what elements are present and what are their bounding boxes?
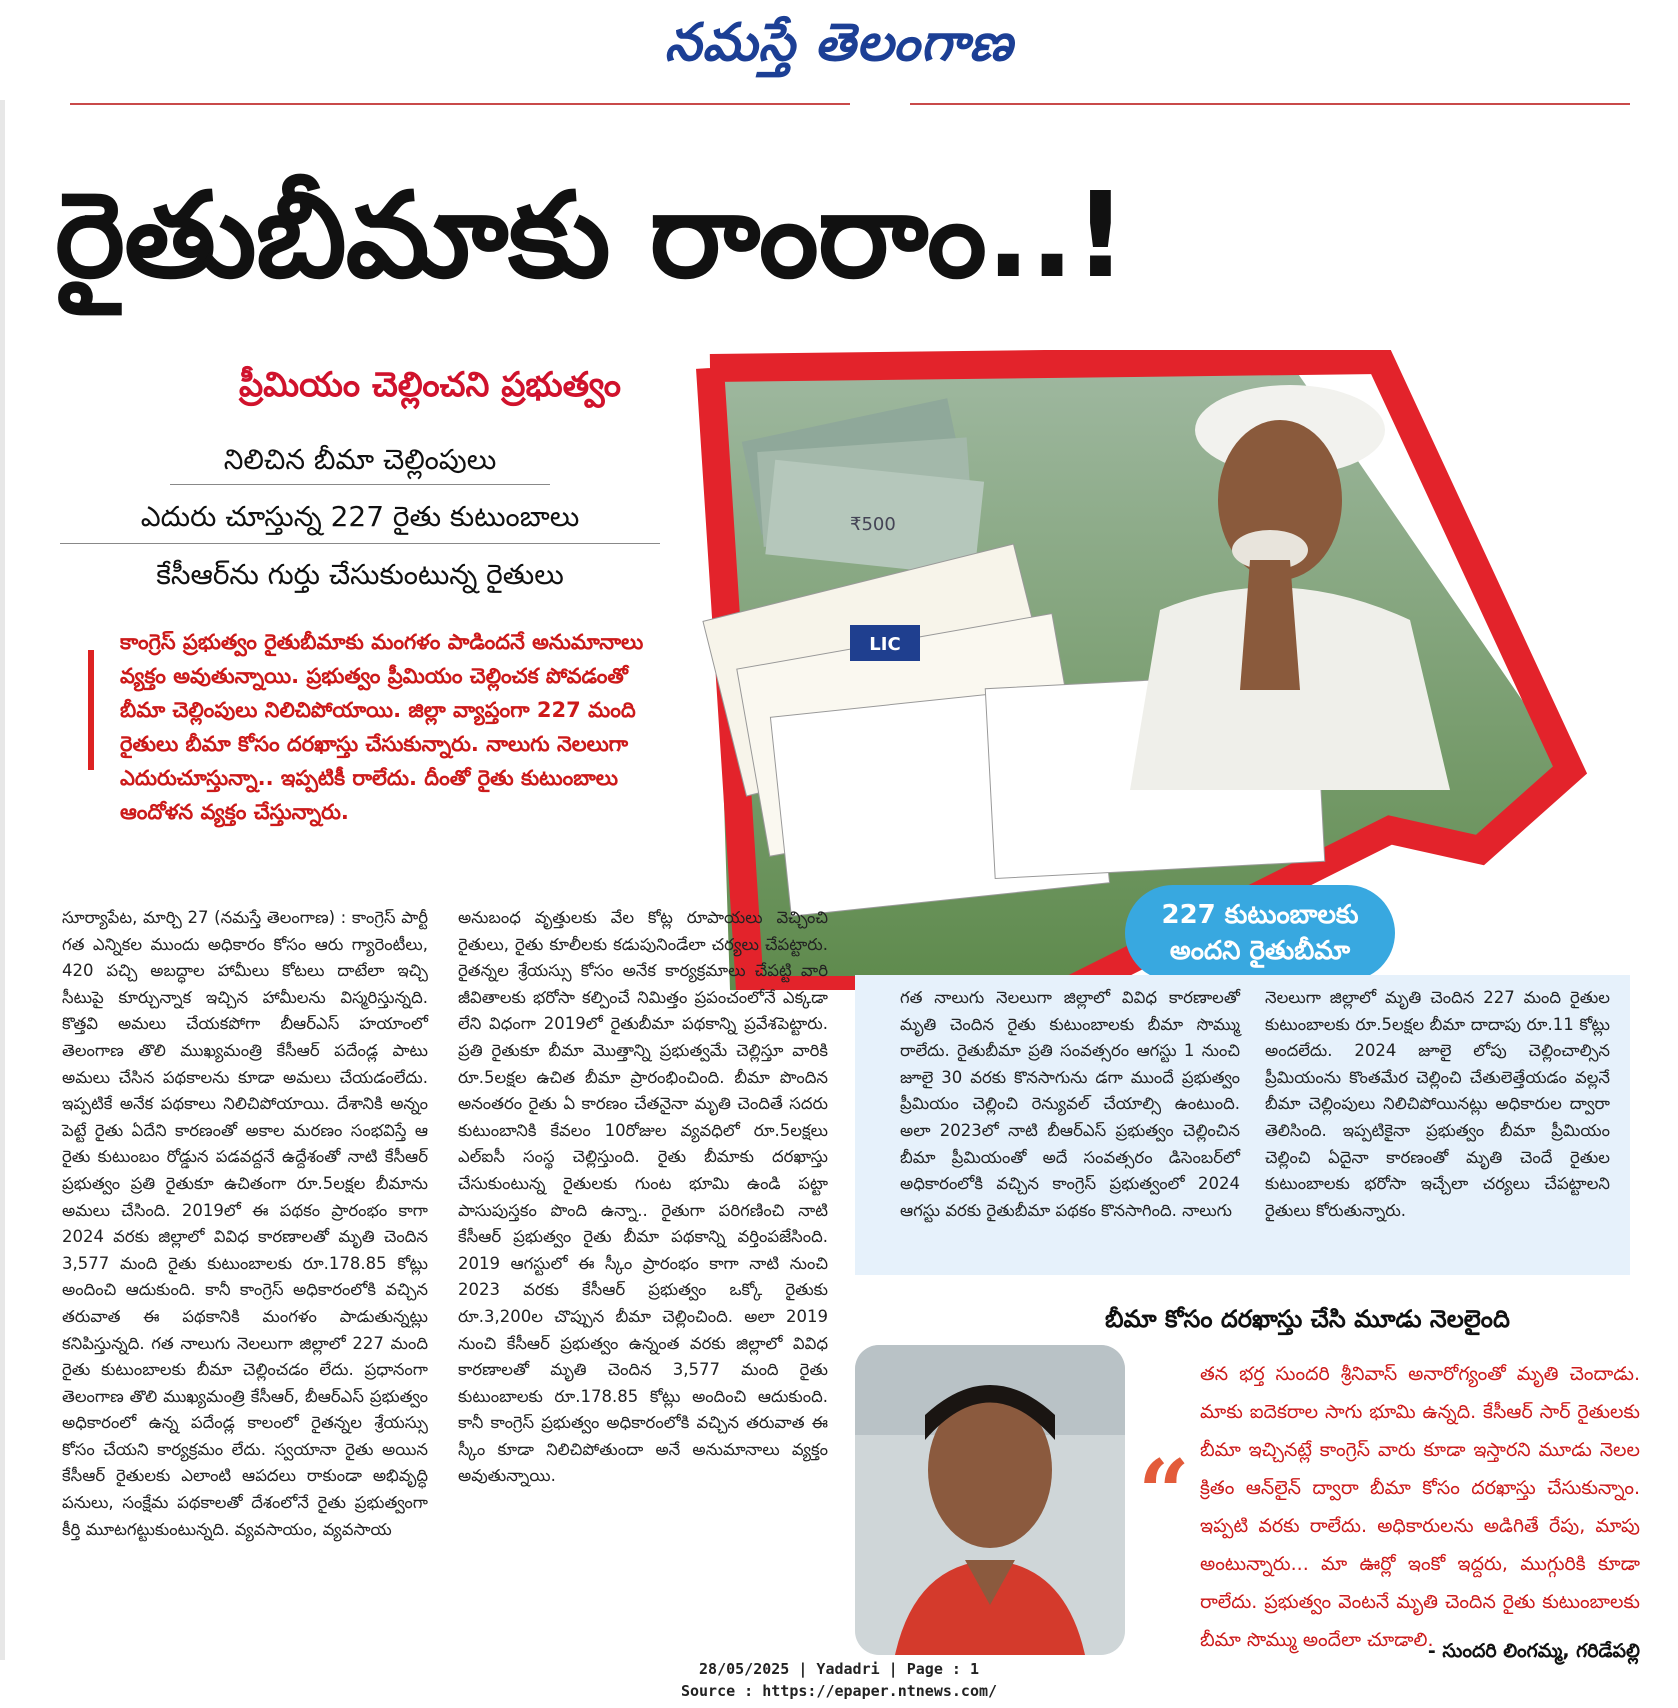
sidebar-heading: బీమా కోసం దరఖాస్తు చేసి మూడు నెలలైంది [1105,1305,1510,1333]
subhead-2: ఎదురు చూస్తున్న 227 రైతు కుటుంబాలు [140,500,580,533]
quote-attribution: - సుందరి లింగమ్మ, గరిడేపల్లి [1427,1640,1640,1662]
page-footer [0,1658,1678,1702]
article-column-1: సూర్యాపేట, మార్చి 27 (నమస్తే తెలంగాణ) : కాంగ్రెస్‌ పార్టీ గత ఎన్నికల ముందు అధికారం కోసం ఆరు గ్యారెంటీలు, 420 పచ్చి అబద్ధాల హామీలు కోటలు దాటేలా ఇచ్చి సీటుపై కూర్చున్నాక ఇచ్చిన హామీలను విస్మరిస్తున్నది. కొత్తవి అమలు చేయకపోగా బీఆర్‌ఎస్‌ హయాంలో తెలంగాణ తొలి ముఖ్యమంత్రి కేసీఆర్‌ పదేండ్ల పాటు అమలు చేసిన పథకాలను కూడా అమలు చేయడంలేదు. ఇప్పటికే అనేక పథకాలు నిలిచిపోయాయి. దేశానికి అన్నం పెట్టే రైతు ఏదేని కారణంతో అకాల మరణం సంభవిస్తే ఆ రైతు కుటుంబం రోడ్డున పడవద్దనే ఉద్దేశంతో నాటి కేసీఆర్‌ ప్రభుత్వం ప్రతి రైతుకూ ఉచితంగా రూ.5లక్షల బీమాను అమలు చేసింది. 2019లో ఈ పథకం ప్రారంభం కాగా 2024 వరకు జిల్లాలో వివిధ కారణాలతో మృతి చెందిన 3,577 మంది రైతు కుటుంబాలకు రూ.178.85 కోట్లు అందించి ఆదుకుంది. కానీ కాంగ్రెస్‌ అధికారంలోకి వచ్చిన తరువాత ఈ పథకానికి మంగళం పాడుతున్నట్లు కనిపిస్తున్నది. గత నాలుగు నెలలుగా జిల్లాలో 227 మంది రైతు కుటుంబాలకు బీమా చెల్లించడం లేదు. ప్రధానంగా తెలంగాణ తొలి ముఖ్యమంత్రి కేసీఆర్‌, బీఆర్‌ఎస్‌ ప్రభుత్వం అధికారంలో ఉన్న పదేండ్ల కాలంలో రైతన్నల శ్రేయస్సు కోసం చేయని కార్యక్రమం లేదు. స్వయానా రైతు అయిన కేసీఆర్‌ రైతులకు ఎలాంటి ఆపదలు రాకుండా అభివృద్ధి పనులు, సంక్షేమ పథకాలతో దేశంలోనే రైతు ప్రభుత్వంగా కీర్తి మూటగట్టుకుంటున్నది. వ్యవసాయం, వ్యవసాయ [62,908,428,1539]
subhead-divider-2 [60,543,660,544]
article-column-3: గత నాలుగు నెలలుగా జిల్లాలో వివిధ కారణాలతో మృతి చెందిన రైతు కుటుంబాలకు బీమా సొమ్ము రాలేదు. రైతుబీమా ప్రతి సంవత్సరం ఆగస్టు 1 నుంచి జూలై 30 వరకు కొనసాగును డగా ముందే ప్రభుత్వం ప్రీమియం చెల్లించి రెన్యువల్‌ చేయాల్సి ఉంటుంది. అలా 2023లో నాటి బీఆర్‌ఎస్‌ ప్రభుత్వం చెల్లించిన బీమా ప్రీమియంతో అదే సంవత్సరం డిసెంబర్‌లో అధికారంలోకి వచ్చిన కాంగ్రెస్‌ ప్రభుత్వంలో 2024 ఆగస్టు వరకు రైతుబీమా పథకం కొనసాగింది. నాలుగు [900,988,1240,1220]
feature-photo [690,350,1590,990]
intro-accent-bar [88,650,94,770]
sidebar-quote: తన భర్త సుందరి శ్రీనివాస్‌ అనారోగ్యంతో మృతి చెందాడు. మాకు ఐదెకరాల సాగు భూమి ఉన్నది. కేసీఆర్‌ సార్‌ రైతులకు బీమా ఇచ్చినట్లే కాంగ్రెస్‌ వారు కూడా ఇస్తారని మూడు నెలల క్రితం ఆన్‌లైన్‌ ద్వారా బీమా కోసం దరఖాస్తు చేసుకున్నాం. ఇప్పటి వరకు రాలేదు. అధికారులను అడిగితే రేపు, మాపు అంటున్నారు... మా ఊర్లో ఇంకో ఇద్దరు, ముగ్గురికి కూడా రాలేదు. ప్రభుత్వం వెంటనే మృతి చెందిన రైతు కుటుంబాలకు బీమా సొమ్ము అందేలా చూడాలి. [1200,1363,1640,1651]
article-column-2: అనుబంధ వృత్తులకు వేల కోట్ల రూపాయలు వెచ్చించి రైతులు, రైతు కూలీలకు కడుపునిండేలా చర్యలు చేపట్టారు. రైతన్నల శ్రేయస్సు కోసం అనేక కార్యక్రమాలు చేపట్టి వారి జీవితాలకు భరోసా కల్పించే నిమిత్తం ప్రపంచంలోనే ఎక్కడా లేని విధంగా 2019లో రైతుబీమా పథకాన్ని ప్రవేశపెట్టారు. ప్రతి రైతుకూ బీమా మొత్తాన్ని ప్రభుత్వమే చెల్లిస్తూ వారికి రూ.5లక్షల ఉచిత బీమా ప్రారంభించింది. బీమా పొందిన అనంతరం రైతు ఏ కారణం చేతనైనా మృతి చెందితే సదరు కుటుంబానికి కేవలం 10రోజుల వ్యవధిలో రూ.5లక్షలు ఎల్‌ఐసీ సంస్థ చెల్లిస్తుంది. రైతు బీమాకు దరఖాస్తు చేసుకుంటున్న రైతులకు గుంట భూమి ఉండి పట్టా పాసుపుస్తకం పొంది ఉన్నా.. రైతుగా పరిగణించి నాటి కేసీఆర్‌ ప్రభుత్వం రైతు బీమా పథకాన్ని వర్తింపజేసింది. 2019 ఆగస్టులో ఈ స్కీం ప్రారంభం కాగా నాటి నుంచి 2023 వరకు కేసీఆర్‌ ప్రభుత్వం ఒక్కో రైతుకు రూ.3,200ల చొప్పున బీమా చెల్లించింది. అలా 2019 నుంచి కేసీఆర్‌ ప్రభుత్వం ఉన్నంత వరకు జిల్లాలో వివిధ కారణాలతో మృతి చెందిన 3,577 మంది రైతు కుటుంబాలకు రూ.178.85 కోట్లు అందించి ఆదుకుంది. కానీ కాంగ్రెస్‌ ప్రభుత్వం అధికారంలోకి వచ్చిన తరువాత ఈ స్కీం కూడా నిలిచిపోతుందా అనే అనుమానాలు వ్యక్తం అవుతున్నాయి. [458,908,828,1486]
subhead-divider-1 [170,484,550,485]
footer-source: Source : https://epaper.ntnews.com/ [680,1682,998,1700]
svg-text:₹500: ₹500 [850,514,896,535]
callout-bubble: 227 కుటుంబాలకు అందని రైతుబీమా [1125,885,1395,981]
portrait-icon [855,1345,1125,1655]
masthead-rule-right [910,103,1630,105]
photo-illustration [690,350,1590,990]
svg-text:LIC: LIC [869,634,901,655]
quote-mark-icon: “ [1138,1440,1190,1546]
masthead-rule-left [70,103,850,105]
intro-paragraph: కాంగ్రెస్‌ ప్రభుత్వం రైతుబీమాకు మంగళం పాడిందనే అనుమానాలు వ్యక్తం అవుతున్నాయి. ప్రభుత్వం ప్రీమియం చెల్లించక పోవడంతో బీమా చెల్లింపులు నిలిచిపోయాయి. జిల్లా వ్యాప్తంగా 227 మంది రైతులు బీమా కోసం దరఖాస్తు చేసుకున్నారు. నాలుగు నెలలుగా ఎదురుచూస్తున్నా.. ఇప్పటికీ రాలేదు. దీంతో రైతు కుటుంబాలు ఆందోళన వ్యక్తం చేస్తున్నారు. [120,630,644,824]
masthead: నమస్తే తెలంగాణ [664,12,1014,73]
page-edge [0,100,5,1660]
article-column-4: నెలలుగా జిల్లాలో మృతి చెందిన 227 మంది రైతుల కుటుంబాలకు రూ.5లక్షల బీమా దాదాపు రూ.11 కోట్లు అందలేదు. 2024 జూలై లోపు చెల్లించాల్సిన ప్రీమియంను కొంతమేర చెల్లించి చేతులెత్తేయడం వల్లనే బీమా చెల్లింపులు నిలిచిపోయినట్లు అధికారుల ద్వారా తెలిసింది. ఇప్పటికైనా ప్రభుత్వం బీమా ప్రీమియం చెల్లించి ఏదైనా కారణంతో మృతి చెందే రైతుల కుటుంబాలకు భరోసా ఇచ్చేలా చర్యలు చేపట్టాలని రైతులు కోరుతున్నారు. [1265,988,1610,1220]
kicker: ప్రీమియం చెల్లించని ప్రభుత్వం [239,365,621,405]
subhead-3: కేసీఆర్‌ను గుర్తు చేసుకుంటున్న రైతులు [156,558,564,591]
portrait-photo [855,1345,1125,1655]
footer-date-edition: 28/05/2025 | Yadadri | Page : 1 [699,1660,979,1678]
headline: రైతుబీమాకు రాంరాం..! [55,166,1127,304]
subhead-1: నిలిచిన బీమా చెల్లింపులు [223,443,497,476]
